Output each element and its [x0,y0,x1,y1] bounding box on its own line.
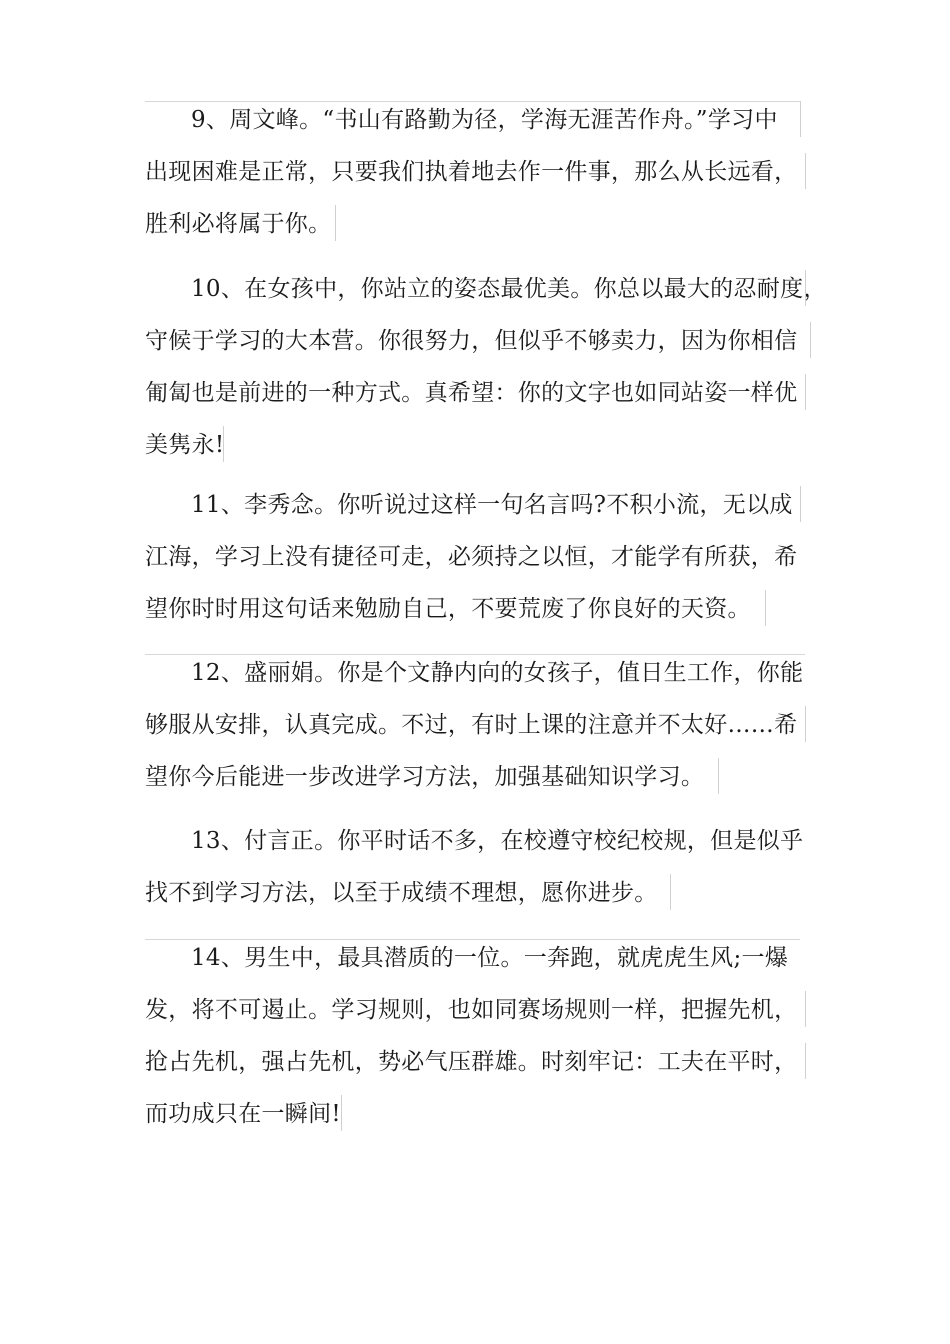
line-trace [800,486,801,522]
paragraph-line [145,764,815,816]
paragraph-line [145,492,815,544]
paragraph-11 [145,492,815,648]
paragraph-text: 找不到学习方法，以至于成绩不理想，愿你进步。 [145,880,658,906]
line-trace [341,1095,342,1131]
paragraph-line [145,159,815,211]
line-trace [805,706,806,742]
line-trace [718,758,719,794]
paragraph-line [145,380,815,432]
paragraph-line [145,828,815,880]
paragraph-line [145,276,827,328]
paragraph-line [145,880,815,932]
paragraph-line [145,432,815,484]
paragraph-line [145,997,815,1049]
line-trace [145,654,805,655]
paragraph-text: 出现困难是正常，只要我们执着地去作一件事，那么从长远看， [145,159,798,185]
paragraph-line [145,660,815,712]
line-trace [805,1043,806,1079]
paragraph-line [145,211,815,263]
line-trace [765,590,766,626]
paragraph-text: 守候于学习的大本营。你很努力，但似乎不够卖力，因为你相信 [145,328,798,354]
paragraph-text: 抢占先机，强占先机，势必气压群雄。时刻牢记：工夫在平时， [145,1049,798,1075]
line-trace [805,153,806,189]
paragraph-text: 江海，学习上没有捷径可走，必须持之以恒，才能学有所获，希 [145,544,798,570]
line-trace [805,991,806,1027]
line-trace [670,874,671,910]
paragraph-text: 10、在女孩中，你站立的姿态最优美。你总以最大的忍耐度， [191,276,827,302]
paragraph-12 [145,660,815,816]
line-trace [805,270,806,306]
line-trace [800,101,801,137]
paragraph-text: 9、周文峰。“书山有路勤为径，学海无涯苦作舟。”学习中 [191,107,778,133]
paragraph-text: 望你今后能进一步改进学习方法，加强基础知识学习。 [145,764,705,790]
line-trace [145,101,800,102]
paragraph-line [145,107,815,159]
paragraph-text: 够服从安排，认真完成。不过，有时上课的注意并不太好……希 [145,712,798,738]
paragraph-text: 12、盛丽娟。你是个文静内向的女孩子，值日生工作，你能 [191,660,804,686]
paragraph-text: 胜利必将属于你。 [145,211,332,237]
line-trace [810,322,811,358]
line-trace [223,426,224,462]
paragraph-text: 望你时时用这句话来勉励自己，不要荒废了你良好的天资。 [145,596,751,622]
line-trace [145,939,800,940]
paragraph-13 [145,828,815,932]
paragraph-text: 匍匐也是前进的一种方式。真希望：你的文字也如同站姿一样优 [145,380,798,406]
paragraph-14 [145,945,815,1153]
line-trace [335,205,336,241]
paragraph-line [145,712,815,764]
paragraph-line [145,328,815,380]
paragraph-9 [145,107,815,263]
paragraph-text: 美隽永! [145,432,225,458]
paragraph-text: 发，将不可遏止。学习规则，也如同赛场规则一样，把握先机， [145,997,798,1023]
paragraph-line [145,1049,815,1101]
paragraph-text: 13、付言正。你平时话不多，在校遵守校纪校规，但是似乎 [191,828,804,854]
paragraph-line [145,1101,815,1153]
line-trace [805,374,806,410]
paragraph-text: 11、李秀念。你听说过这样一句名言吗?不积小流，无以成 [191,492,793,518]
paragraph-line [145,544,815,596]
paragraph-line [145,945,815,997]
paragraph-text: 14、男生中，最具潜质的一位。一奔跑，就虎虎生风;一爆 [191,945,789,971]
paragraph-10 [145,276,827,484]
paragraph-text: 而功成只在一瞬间! [145,1101,341,1127]
paragraph-line [145,596,815,648]
